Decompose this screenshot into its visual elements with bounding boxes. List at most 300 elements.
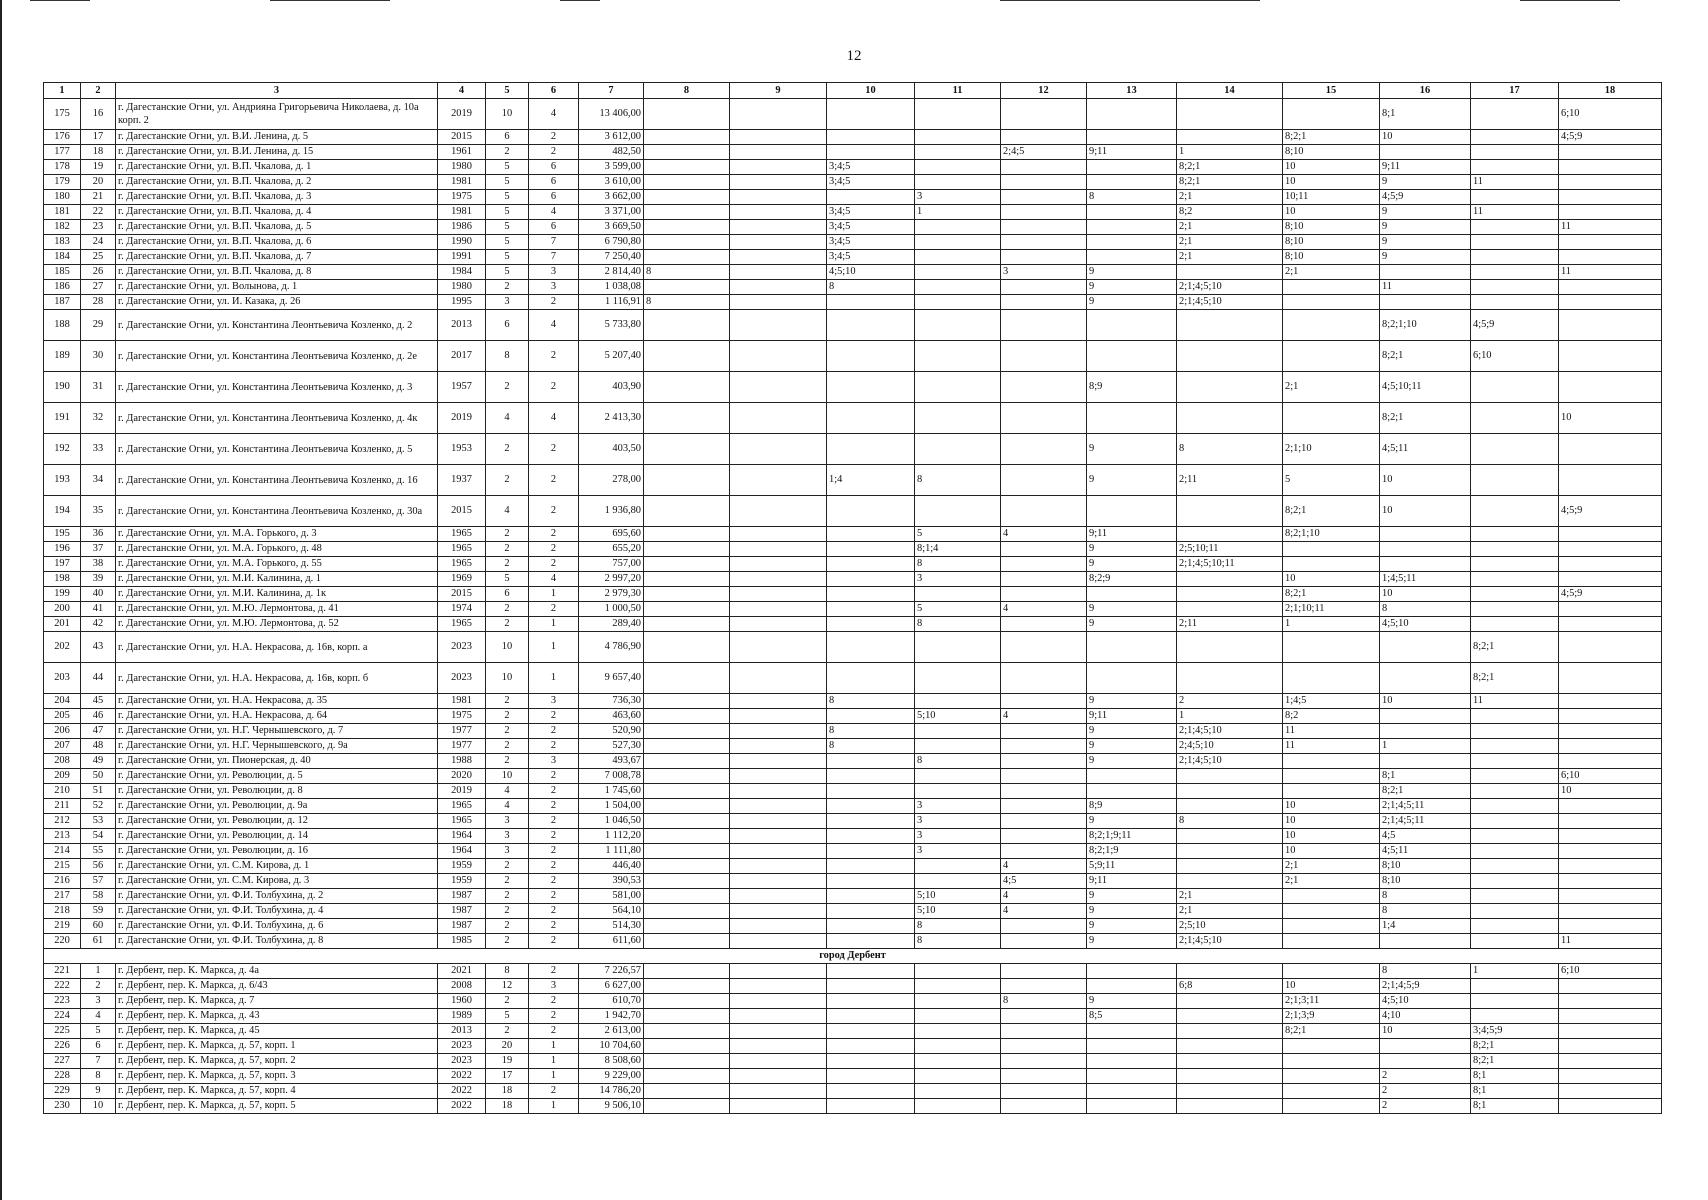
work-code-cell: 1 xyxy=(1380,739,1471,754)
work-code-cell: 8;1 xyxy=(1471,1069,1559,1084)
floors-cell: 2 xyxy=(486,557,529,572)
row-number-cell: 219 xyxy=(44,919,81,934)
work-code-cell xyxy=(1471,919,1559,934)
build-year-cell: 1991 xyxy=(438,250,486,265)
work-code-cell xyxy=(915,694,1001,709)
work-code-cell xyxy=(827,844,915,859)
work-code-cell xyxy=(827,663,915,694)
work-code-cell xyxy=(1559,1039,1662,1054)
floors-cell: 2 xyxy=(486,754,529,769)
address-cell: г. Дагестанские Огни, ул. Н.А. Некрасова, д. 35 xyxy=(116,694,438,709)
floors-cell: 2 xyxy=(486,739,529,754)
entrances-cell: 3 xyxy=(529,694,579,709)
work-code-cell: 9;11 xyxy=(1087,709,1177,724)
area-cell: 564,10 xyxy=(579,904,644,919)
entrances-cell: 3 xyxy=(529,979,579,994)
build-year-cell: 1965 xyxy=(438,542,486,557)
work-code-cell: 8 xyxy=(1177,814,1283,829)
work-code-cell xyxy=(1559,632,1662,663)
building-number-cell: 9 xyxy=(81,1084,116,1099)
work-code-cell: 2;1;4;5;10;11 xyxy=(1177,557,1283,572)
row-number-cell: 215 xyxy=(44,859,81,874)
floors-cell: 19 xyxy=(486,1054,529,1069)
building-number-cell: 1 xyxy=(81,964,116,979)
address-cell: г. Дагестанские Огни, ул. Революции, д. 8 xyxy=(116,784,438,799)
work-code-cell: 10 xyxy=(1283,814,1380,829)
work-code-cell xyxy=(1559,799,1662,814)
work-code-cell xyxy=(644,934,730,949)
work-code-cell xyxy=(915,724,1001,739)
work-code-cell xyxy=(730,784,827,799)
building-number-cell: 35 xyxy=(81,496,116,527)
work-code-cell: 5;10 xyxy=(915,904,1001,919)
work-code-cell: 3;4;5 xyxy=(827,175,915,190)
build-year-cell: 1987 xyxy=(438,904,486,919)
work-code-cell xyxy=(827,1069,915,1084)
floors-cell: 5 xyxy=(486,190,529,205)
area-cell: 3 612,00 xyxy=(579,130,644,145)
work-code-cell: 3 xyxy=(915,814,1001,829)
work-code-cell: 2;11 xyxy=(1177,617,1283,632)
work-code-cell: 8;2;1;9 xyxy=(1087,844,1177,859)
work-code-cell xyxy=(915,265,1001,280)
work-code-cell xyxy=(915,403,1001,434)
work-code-cell: 5;10 xyxy=(915,889,1001,904)
work-code-cell: 2;1;3;11 xyxy=(1283,994,1380,1009)
work-code-cell: 9 xyxy=(1380,175,1471,190)
row-number-cell: 220 xyxy=(44,934,81,949)
work-code-cell xyxy=(1087,587,1177,602)
row-number-cell: 223 xyxy=(44,994,81,1009)
table-row xyxy=(44,527,1662,542)
work-code-cell xyxy=(730,919,827,934)
floors-cell: 3 xyxy=(486,814,529,829)
address-cell: г. Дагестанские Огни, ул. Революции, д. 12 xyxy=(116,814,438,829)
work-code-cell xyxy=(644,994,730,1009)
work-code-cell xyxy=(1559,205,1662,220)
area-cell: 10 704,60 xyxy=(579,1039,644,1054)
row-number-cell: 196 xyxy=(44,542,81,557)
work-code-cell xyxy=(730,844,827,859)
address-cell: г. Дагестанские Огни, ул. Революции, д. 16 xyxy=(116,844,438,859)
work-code-cell xyxy=(730,235,827,250)
building-number-cell: 24 xyxy=(81,235,116,250)
area-cell: 3 662,00 xyxy=(579,190,644,205)
work-code-cell: 5;9;11 xyxy=(1087,859,1177,874)
work-code-cell xyxy=(730,994,827,1009)
build-year-cell: 1987 xyxy=(438,919,486,934)
work-code-cell: 8 xyxy=(827,739,915,754)
work-code-cell xyxy=(1087,175,1177,190)
work-code-cell xyxy=(1087,769,1177,784)
table-row xyxy=(44,739,1662,754)
work-code-cell xyxy=(1177,1054,1283,1069)
work-code-cell: 9 xyxy=(1087,617,1177,632)
row-number-cell: 175 xyxy=(44,99,81,130)
floors-cell: 3 xyxy=(486,844,529,859)
work-code-cell xyxy=(1001,205,1087,220)
work-code-cell xyxy=(915,587,1001,602)
work-code-cell xyxy=(1087,1024,1177,1039)
building-number-cell: 57 xyxy=(81,874,116,889)
build-year-cell: 2015 xyxy=(438,130,486,145)
build-year-cell: 2019 xyxy=(438,99,486,130)
build-year-cell: 1961 xyxy=(438,145,486,160)
scan-edge-line xyxy=(560,0,600,1)
work-code-cell xyxy=(1559,739,1662,754)
work-code-cell xyxy=(915,160,1001,175)
address-cell: г. Дербент, пер. К. Маркса, д. 57, корп. 3 xyxy=(116,1069,438,1084)
work-code-cell xyxy=(1283,769,1380,784)
work-code-cell xyxy=(1001,1069,1087,1084)
table-row xyxy=(44,496,1662,527)
area-cell: 9 506,10 xyxy=(579,1099,644,1114)
work-code-cell xyxy=(827,979,915,994)
work-code-cell xyxy=(1559,250,1662,265)
work-code-cell xyxy=(1087,310,1177,341)
work-code-cell xyxy=(1001,310,1087,341)
work-code-cell xyxy=(827,814,915,829)
build-year-cell: 1965 xyxy=(438,799,486,814)
work-code-cell: 10 xyxy=(1380,496,1471,527)
work-code-cell: 4 xyxy=(1001,602,1087,617)
work-code-cell xyxy=(1001,829,1087,844)
area-cell: 757,00 xyxy=(579,557,644,572)
work-code-cell: 6;10 xyxy=(1559,964,1662,979)
work-code-cell xyxy=(1001,919,1087,934)
address-cell: г. Дагестанские Огни, ул. В.П. Чкалова, д. 7 xyxy=(116,250,438,265)
work-code-cell xyxy=(730,632,827,663)
row-number-cell: 193 xyxy=(44,465,81,496)
work-code-cell xyxy=(827,372,915,403)
floors-cell: 10 xyxy=(486,663,529,694)
work-code-cell: 1 xyxy=(1283,617,1380,632)
work-code-cell xyxy=(1087,1084,1177,1099)
row-number-cell: 198 xyxy=(44,572,81,587)
build-year-cell: 2019 xyxy=(438,403,486,434)
work-code-cell xyxy=(915,1024,1001,1039)
work-code-cell xyxy=(827,310,915,341)
work-code-cell xyxy=(730,265,827,280)
work-code-cell xyxy=(730,434,827,465)
work-code-cell xyxy=(1559,617,1662,632)
entrances-cell: 2 xyxy=(529,1024,579,1039)
work-code-cell: 3;4;5 xyxy=(827,220,915,235)
work-code-cell: 2;1;10 xyxy=(1283,434,1380,465)
table-row xyxy=(44,663,1662,694)
build-year-cell: 1960 xyxy=(438,994,486,1009)
work-code-cell xyxy=(1559,434,1662,465)
work-code-cell: 8;2;1 xyxy=(1177,175,1283,190)
work-code-cell xyxy=(730,587,827,602)
work-code-cell: 3 xyxy=(915,799,1001,814)
work-code-cell: 3;4;5 xyxy=(827,235,915,250)
area-cell: 581,00 xyxy=(579,889,644,904)
work-code-cell xyxy=(1087,1054,1177,1069)
build-year-cell: 1964 xyxy=(438,829,486,844)
floors-cell: 4 xyxy=(486,403,529,434)
work-code-cell xyxy=(1471,527,1559,542)
work-code-cell: 11 xyxy=(1559,934,1662,949)
work-code-cell: 10 xyxy=(1283,175,1380,190)
work-code-cell: 9 xyxy=(1087,465,1177,496)
entrances-cell: 2 xyxy=(529,295,579,310)
entrances-cell: 2 xyxy=(529,919,579,934)
column-header: 11 xyxy=(915,83,1001,99)
work-code-cell: 8 xyxy=(644,265,730,280)
work-code-cell: 4;5;10 xyxy=(1380,994,1471,1009)
work-code-cell: 2;1 xyxy=(1177,250,1283,265)
area-cell: 403,50 xyxy=(579,434,644,465)
table-row xyxy=(44,557,1662,572)
work-code-cell: 9 xyxy=(1087,602,1177,617)
entrances-cell: 2 xyxy=(529,769,579,784)
work-code-cell xyxy=(1471,190,1559,205)
row-number-cell: 190 xyxy=(44,372,81,403)
building-number-cell: 36 xyxy=(81,527,116,542)
work-code-cell xyxy=(827,769,915,784)
row-number-cell: 191 xyxy=(44,403,81,434)
work-code-cell xyxy=(1559,1009,1662,1024)
table-row xyxy=(44,99,1662,130)
building-number-cell: 40 xyxy=(81,587,116,602)
work-code-cell xyxy=(730,979,827,994)
work-code-cell: 8 xyxy=(1177,434,1283,465)
floors-cell: 4 xyxy=(486,799,529,814)
work-code-cell xyxy=(644,769,730,784)
work-code-cell xyxy=(1001,754,1087,769)
row-number-cell: 211 xyxy=(44,799,81,814)
work-code-cell xyxy=(1001,557,1087,572)
table-row xyxy=(44,602,1662,617)
work-code-cell: 4;5 xyxy=(1001,874,1087,889)
work-code-cell: 9 xyxy=(1087,724,1177,739)
table-row xyxy=(44,310,1662,341)
work-code-cell xyxy=(1001,617,1087,632)
work-code-cell xyxy=(827,859,915,874)
work-code-cell: 4;5;10 xyxy=(827,265,915,280)
work-code-cell xyxy=(915,99,1001,130)
work-code-cell xyxy=(1559,310,1662,341)
column-header: 14 xyxy=(1177,83,1283,99)
work-code-cell: 2 xyxy=(1380,1084,1471,1099)
area-cell: 3 599,00 xyxy=(579,160,644,175)
work-code-cell: 4;5;9 xyxy=(1380,190,1471,205)
work-code-cell xyxy=(1380,1039,1471,1054)
work-code-cell xyxy=(644,874,730,889)
work-code-cell: 2;5;10 xyxy=(1177,919,1283,934)
work-code-cell xyxy=(644,889,730,904)
build-year-cell: 2023 xyxy=(438,1039,486,1054)
work-code-cell xyxy=(1087,130,1177,145)
work-code-cell: 4;5;11 xyxy=(1380,844,1471,859)
work-code-cell: 4;5 xyxy=(1380,829,1471,844)
work-code-cell: 8;2;1 xyxy=(1471,1039,1559,1054)
work-code-cell: 8 xyxy=(915,919,1001,934)
work-code-cell xyxy=(644,964,730,979)
work-code-cell: 9 xyxy=(1087,919,1177,934)
row-number-cell: 212 xyxy=(44,814,81,829)
entrances-cell: 2 xyxy=(529,465,579,496)
address-cell: г. Дагестанские Огни, ул. С.М. Кирова, д. 3 xyxy=(116,874,438,889)
address-cell: г. Дагестанские Огни, ул. Пионерская, д. 40 xyxy=(116,754,438,769)
building-number-cell: 10 xyxy=(81,1099,116,1114)
floors-cell: 2 xyxy=(486,617,529,632)
build-year-cell: 1980 xyxy=(438,160,486,175)
entrances-cell: 2 xyxy=(529,542,579,557)
area-cell: 1 000,50 xyxy=(579,602,644,617)
work-code-cell: 4;5;9 xyxy=(1559,496,1662,527)
work-code-cell: 3;4;5 xyxy=(827,250,915,265)
area-cell: 695,60 xyxy=(579,527,644,542)
work-code-cell xyxy=(1001,235,1087,250)
entrances-cell: 6 xyxy=(529,160,579,175)
work-code-cell xyxy=(1001,632,1087,663)
work-code-cell xyxy=(730,572,827,587)
column-header: 9 xyxy=(730,83,827,99)
table-row xyxy=(44,934,1662,949)
work-code-cell xyxy=(1087,979,1177,994)
table-row xyxy=(44,295,1662,310)
work-code-cell xyxy=(644,904,730,919)
table-row xyxy=(44,769,1662,784)
work-code-cell: 2;1 xyxy=(1283,372,1380,403)
work-code-cell: 8;2;1 xyxy=(1471,1054,1559,1069)
work-code-cell xyxy=(644,829,730,844)
work-code-cell: 3 xyxy=(915,572,1001,587)
address-cell: г. Дагестанские Огни, ул. М.И. Калинина, д. 1 xyxy=(116,572,438,587)
work-code-cell xyxy=(1177,769,1283,784)
build-year-cell: 2023 xyxy=(438,663,486,694)
work-code-cell xyxy=(1087,250,1177,265)
build-year-cell: 1969 xyxy=(438,572,486,587)
entrances-cell: 2 xyxy=(529,904,579,919)
work-code-cell xyxy=(1380,724,1471,739)
work-code-cell xyxy=(1559,874,1662,889)
work-code-cell xyxy=(1471,587,1559,602)
entrances-cell: 2 xyxy=(529,964,579,979)
work-code-cell xyxy=(1559,465,1662,496)
entrances-cell: 1 xyxy=(529,1039,579,1054)
floors-cell: 5 xyxy=(486,175,529,190)
work-code-cell xyxy=(1559,160,1662,175)
work-code-cell: 4;5;9 xyxy=(1559,587,1662,602)
building-number-cell: 22 xyxy=(81,205,116,220)
address-cell: г. Дербент, пер. К. Маркса, д. 43 xyxy=(116,1009,438,1024)
row-number-cell: 216 xyxy=(44,874,81,889)
work-code-cell xyxy=(644,235,730,250)
address-cell: г. Дагестанские Огни, ул. М.И. Калинина, д. 1к xyxy=(116,587,438,602)
work-code-cell xyxy=(1001,814,1087,829)
building-number-cell: 42 xyxy=(81,617,116,632)
work-code-cell xyxy=(1471,709,1559,724)
build-year-cell: 1975 xyxy=(438,190,486,205)
build-year-cell: 1995 xyxy=(438,295,486,310)
floors-cell: 2 xyxy=(486,904,529,919)
work-code-cell xyxy=(1087,784,1177,799)
address-cell: г. Дагестанские Огни, ул. М.А. Горького, д. 48 xyxy=(116,542,438,557)
work-code-cell xyxy=(915,434,1001,465)
row-number-cell: 214 xyxy=(44,844,81,859)
table-row xyxy=(44,465,1662,496)
column-header: 8 xyxy=(644,83,730,99)
address-cell: г. Дагестанские Огни, ул. Константина Леонтьевича Козленко, д. 2 xyxy=(116,310,438,341)
work-code-cell xyxy=(915,979,1001,994)
table-row xyxy=(44,130,1662,145)
work-code-cell xyxy=(1001,295,1087,310)
work-code-cell xyxy=(1471,739,1559,754)
work-code-cell xyxy=(1283,663,1380,694)
floors-cell: 5 xyxy=(486,235,529,250)
work-code-cell xyxy=(1087,1099,1177,1114)
entrances-cell: 3 xyxy=(529,754,579,769)
building-number-cell: 38 xyxy=(81,557,116,572)
work-code-cell xyxy=(827,799,915,814)
work-code-cell xyxy=(1177,844,1283,859)
work-code-cell: 8 xyxy=(915,557,1001,572)
area-cell: 514,30 xyxy=(579,919,644,934)
work-code-cell: 4;5;11 xyxy=(1380,434,1471,465)
build-year-cell: 2008 xyxy=(438,979,486,994)
work-code-cell xyxy=(1559,904,1662,919)
work-code-cell xyxy=(1471,994,1559,1009)
work-code-cell xyxy=(730,175,827,190)
area-cell: 736,30 xyxy=(579,694,644,709)
build-year-cell: 1965 xyxy=(438,557,486,572)
work-code-cell: 11 xyxy=(1283,724,1380,739)
work-code-cell: 11 xyxy=(1471,694,1559,709)
work-code-cell xyxy=(644,663,730,694)
area-cell: 3 610,00 xyxy=(579,175,644,190)
work-code-cell xyxy=(644,1039,730,1054)
work-code-cell xyxy=(1283,280,1380,295)
work-code-cell xyxy=(1283,403,1380,434)
work-code-cell xyxy=(644,784,730,799)
area-cell: 520,90 xyxy=(579,724,644,739)
address-cell: г. Дагестанские Огни, ул. Константина Леонтьевича Козленко, д. 2е xyxy=(116,341,438,372)
work-code-cell: 9 xyxy=(1087,265,1177,280)
area-cell: 446,40 xyxy=(579,859,644,874)
build-year-cell: 2022 xyxy=(438,1084,486,1099)
work-code-cell xyxy=(1283,1039,1380,1054)
work-code-cell xyxy=(1559,1024,1662,1039)
address-cell: г. Дербент, пер. К. Маркса, д. 57, корп. 4 xyxy=(116,1084,438,1099)
work-code-cell: 9 xyxy=(1087,542,1177,557)
floors-cell: 2 xyxy=(486,994,529,1009)
entrances-cell: 2 xyxy=(529,889,579,904)
work-code-cell: 9 xyxy=(1087,754,1177,769)
row-number-cell: 224 xyxy=(44,1009,81,1024)
work-code-cell: 9 xyxy=(1087,904,1177,919)
table-row xyxy=(44,829,1662,844)
floors-cell: 5 xyxy=(486,205,529,220)
column-header: 17 xyxy=(1471,83,1559,99)
area-cell: 4 786,90 xyxy=(579,632,644,663)
table-row xyxy=(44,250,1662,265)
work-code-cell xyxy=(644,1009,730,1024)
work-code-cell: 2;4;5;10 xyxy=(1177,739,1283,754)
work-code-cell xyxy=(827,99,915,130)
work-code-cell: 10 xyxy=(1559,403,1662,434)
work-code-cell xyxy=(1087,235,1177,250)
work-code-cell xyxy=(1471,617,1559,632)
work-code-cell xyxy=(1471,220,1559,235)
work-code-cell xyxy=(1471,602,1559,617)
building-number-cell: 2 xyxy=(81,979,116,994)
work-code-cell xyxy=(1283,341,1380,372)
work-code-cell xyxy=(730,205,827,220)
work-code-cell: 8;2 xyxy=(1177,205,1283,220)
